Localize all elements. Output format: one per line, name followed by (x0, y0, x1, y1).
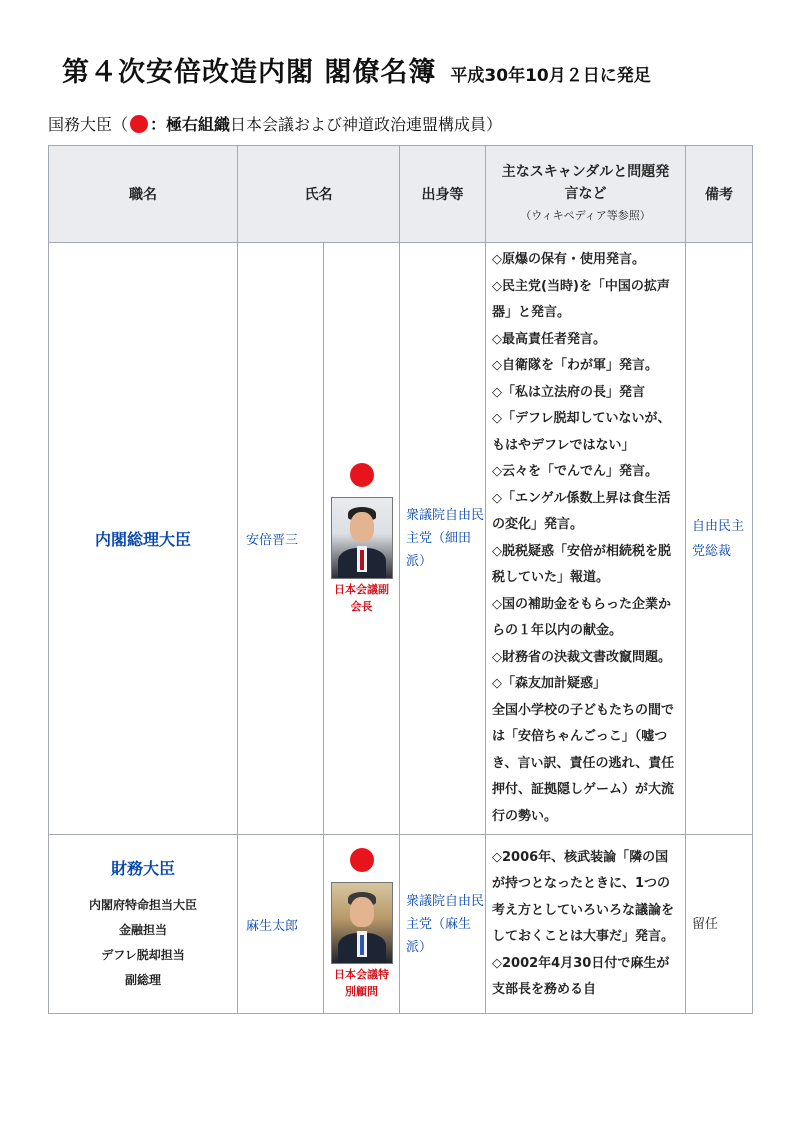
post-cell (49, 243, 238, 835)
scandal-item: 全国小学校の子どもたちの間では「安倍ちゃんごっこ」（嘘つき、言い訳、責任の逃れ、責任押付、証拠隠しゲーム）が大流行の勢い。 (492, 702, 675, 824)
scandal-item: ◇脱税疑惑「安倍が相続税を脱税していた」報道。 (492, 543, 671, 585)
red-circle-icon (130, 115, 148, 133)
scandal-item: ◇最高責任者発言。 (492, 331, 606, 347)
photo-cell (324, 243, 400, 835)
cabinet-roster-table (48, 145, 753, 1014)
scandal-cell (486, 243, 686, 835)
scandal-item: ◇2002年4月30日付で麻生が支部長を務める自 (492, 955, 670, 997)
caption-marker-label: ：極右組織 (150, 115, 231, 134)
post-link[interactable]: 内閣総理大臣 (94, 530, 191, 549)
scandal-item: ◇財務省の決裁文書改竄問題。 (492, 649, 671, 665)
page-title: 第４次安倍改造内閣 閣僚名簿 (62, 57, 437, 88)
origin-link[interactable]: 衆議院自由民主党（麻生派） (400, 835, 486, 1014)
scandal-item: ◇国の補助金をもらった企業からの１年以内の献金。 (492, 596, 671, 638)
post-subtitle: 金融担当 (118, 922, 167, 937)
scandal-item: ◇「デフレ脱却していないが、もはやデフレではない」 (492, 411, 671, 453)
header-scandal (486, 146, 686, 243)
minister-portrait[interactable] (331, 882, 393, 964)
page-header (62, 50, 651, 89)
post-subtitle: 副総理 (124, 972, 161, 987)
remarks-link[interactable]: 自由民主党総裁 (686, 243, 753, 835)
red-circle-icon (350, 463, 374, 487)
organization-role: 日本会議特別顧問 (334, 968, 389, 998)
organization-role: 日本会議副会長 (334, 582, 389, 613)
red-circle-icon (350, 848, 374, 872)
header-name: 氏名 (238, 146, 400, 243)
inauguration-date: 平成30年10月２日に発足 (450, 66, 651, 86)
scandal-item: ◇2006年、核武装論「隣の国が持つとなったときに、1つの考え方としていろいろな議論をしておくことは大事だ」発言。 (492, 849, 675, 944)
post-subtitle: 内閣府特命担当大臣 (88, 897, 197, 912)
origin-link[interactable]: 衆議院自由民主党（細田派） (400, 243, 486, 835)
scandal-item: ◇自衛隊を「わが軍」発言。 (492, 358, 658, 373)
post-subtitles (50, 893, 236, 993)
scandal-item: ◇「私は立法府の長」発言 (492, 384, 645, 400)
remarks-cell: 留任 (686, 835, 753, 1014)
table-row (49, 835, 753, 1014)
scandal-item: ◇「エンゲル係数上昇は食生活の変化」発言。 (492, 490, 671, 532)
header-post: 職名 (49, 146, 238, 243)
post-cell (49, 835, 238, 1014)
minister-name-link[interactable]: 麻生太郎 (238, 835, 324, 1014)
caption-prefix: 国務大臣（ (48, 115, 129, 134)
section-caption (48, 112, 502, 135)
header-remarks: 備考 (686, 146, 753, 243)
header-scandal-note: （ウィキペディア等参照） (520, 209, 651, 222)
scandal-item: ◇原爆の保有・使用発言。 (492, 252, 645, 267)
post-subtitle: デフレ脱却担当 (101, 947, 185, 962)
minister-portrait[interactable] (331, 497, 393, 579)
table-header-row (49, 146, 753, 243)
scandal-item: ◇「森友加計疑惑」 (492, 676, 606, 691)
caption-suffix: 日本会議および神道政治連盟構成員） (230, 115, 503, 134)
scandal-item: ◇云々を「でんでん」発言。 (492, 464, 658, 479)
photo-cell (324, 835, 400, 1014)
minister-name-link[interactable]: 安倍晋三 (238, 243, 324, 835)
table-row (49, 243, 753, 835)
header-origin: 出身等 (400, 146, 486, 243)
post-link[interactable]: 財務大臣 (110, 858, 175, 878)
scandal-item: ◇民主党(当時)を「中国の拡声器」と発言。 (492, 278, 670, 320)
header-scandal-title: 主なスキャンダルと問題発言など (501, 164, 670, 202)
scandal-cell (486, 835, 686, 1014)
